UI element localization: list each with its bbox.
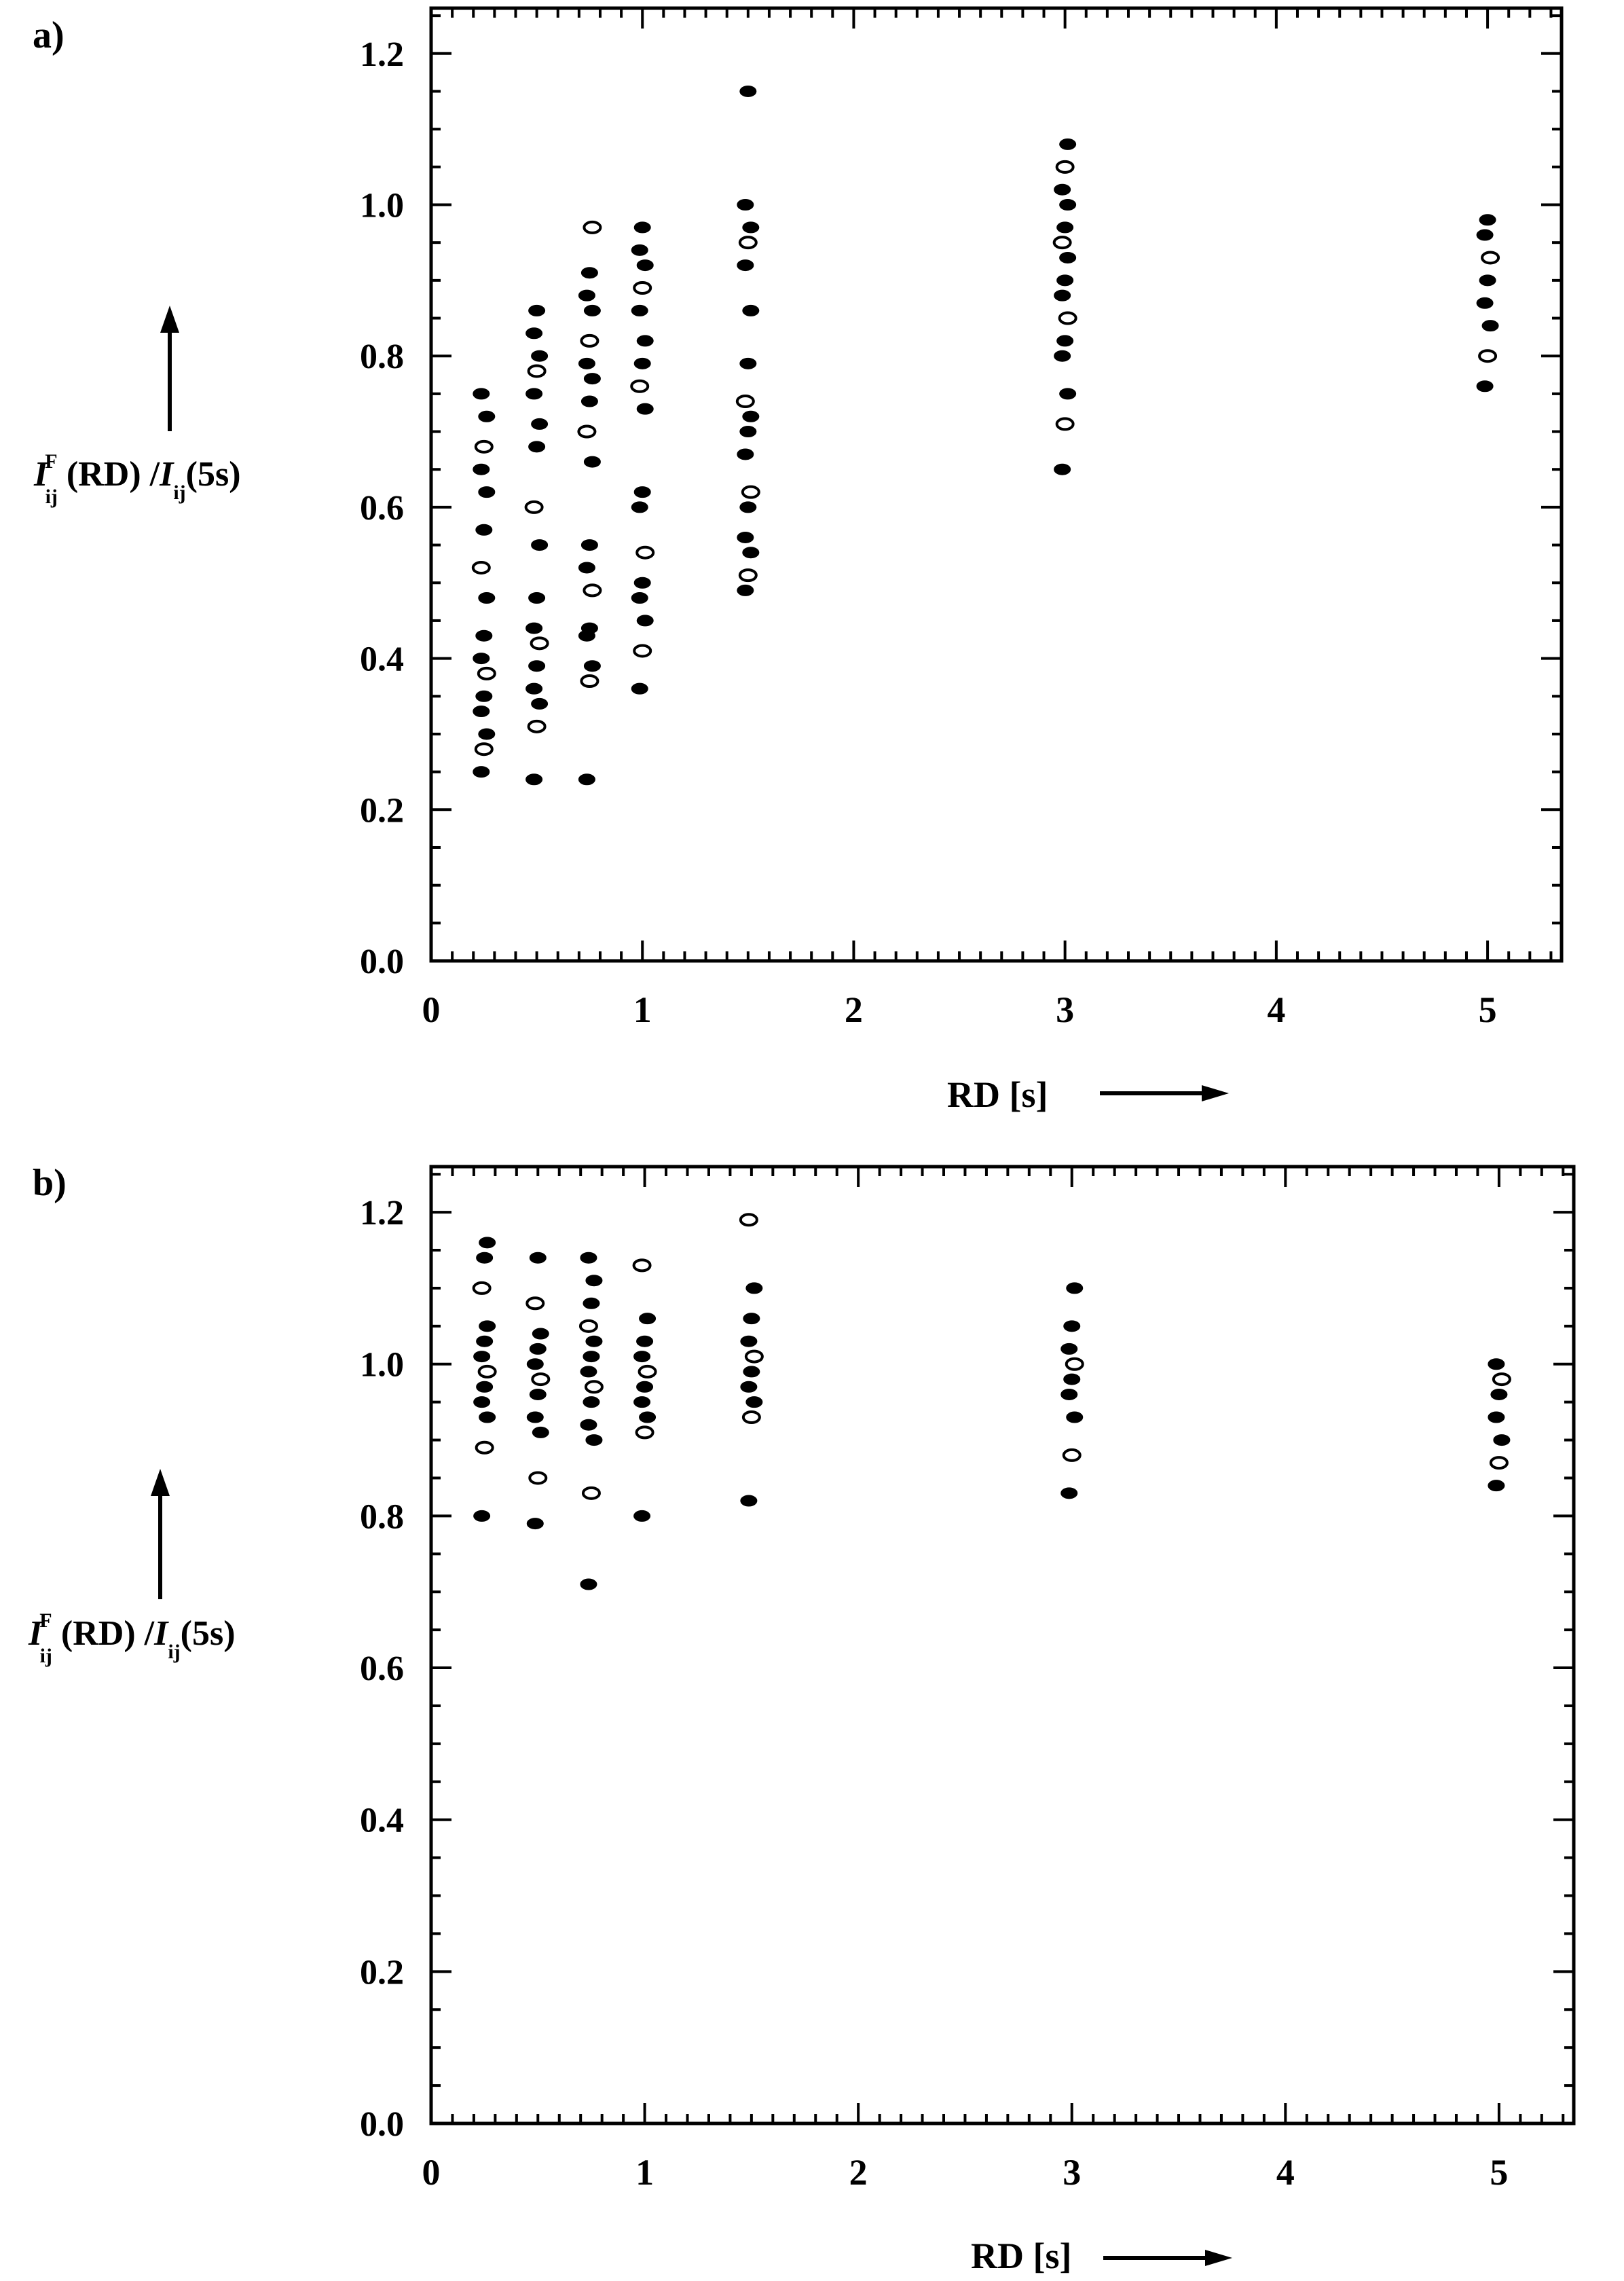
data-point: [1061, 1389, 1077, 1400]
data-point: [479, 593, 495, 604]
data-point: [527, 1359, 543, 1370]
x-axis-label: RD [s]: [947, 1074, 1048, 1115]
x-tick-label: 3: [1063, 2152, 1082, 2193]
plot-frame: [431, 1167, 1574, 2123]
data-point: [737, 396, 754, 407]
data-point: [743, 305, 759, 316]
data-point: [741, 1495, 757, 1506]
data-point: [740, 86, 756, 96]
y-axis-arrowhead: [151, 1469, 170, 1496]
x-tick-label: 0: [422, 989, 441, 1030]
data-point: [529, 593, 545, 604]
data-point: [526, 774, 542, 785]
data-point: [1488, 1412, 1505, 1423]
chart-panel-a: [33, 8, 1562, 1115]
data-point: [743, 411, 759, 422]
data-point: [586, 1336, 602, 1347]
data-point: [637, 1336, 653, 1347]
data-point: [737, 449, 754, 460]
data-point: [1067, 1283, 1083, 1294]
data-point: [1061, 1488, 1077, 1499]
data-point: [743, 1366, 760, 1377]
data-point: [578, 290, 595, 301]
data-point: [527, 1412, 543, 1423]
data-point: [746, 1283, 762, 1294]
data-point: [473, 706, 490, 717]
data-point: [1060, 388, 1076, 399]
data-point: [1057, 275, 1073, 286]
data-point: [580, 1252, 597, 1263]
y-tick-label: 0.6: [360, 1649, 404, 1689]
data-point: [530, 1389, 546, 1400]
data-point: [1488, 1359, 1505, 1370]
data-point: [532, 1374, 549, 1385]
data-point: [1060, 200, 1076, 211]
data-point: [578, 774, 595, 785]
data-point: [640, 1412, 656, 1423]
data-point: [477, 1252, 493, 1263]
x-axis-arrowhead: [1205, 2250, 1232, 2266]
y-tick-label: 0.0: [360, 2105, 404, 2144]
x-tick-label: 4: [1267, 989, 1286, 1030]
data-point: [740, 502, 756, 513]
y-tick-label: 1.0: [360, 186, 404, 225]
data-point: [583, 1298, 599, 1309]
data-point: [634, 1260, 650, 1271]
data-point: [1477, 230, 1493, 240]
data-point: [1488, 1480, 1505, 1491]
y-tick-label: 0.6: [360, 488, 404, 528]
x-tick-label: 2: [849, 2152, 868, 2193]
data-point: [634, 222, 650, 233]
data-point: [637, 1427, 653, 1438]
data-point: [634, 358, 650, 369]
y-axis-label: IF ij (RD) $/I_{ij}(5s)$: [29, 1609, 236, 1667]
data-point: [737, 532, 754, 543]
data-point: [1064, 1450, 1080, 1461]
data-point: [474, 1397, 490, 1408]
y-tick-label: 1.2: [360, 1194, 404, 1233]
data-point: [1494, 1435, 1510, 1446]
data-point: [580, 1579, 597, 1590]
x-tick-label: 0: [422, 2152, 441, 2193]
data-point: [473, 562, 490, 573]
data-point: [532, 350, 548, 361]
y-axis-label: IF ij (RD) $/I_{ij}(5s)$: [34, 450, 241, 508]
panel-label: a): [33, 14, 64, 56]
data-point: [581, 396, 597, 407]
data-point: [743, 1412, 760, 1423]
data-point: [631, 683, 648, 694]
y-tick-label: 0.2: [360, 1953, 404, 1992]
data-point: [479, 1237, 496, 1248]
data-point: [1061, 1343, 1077, 1354]
data-point: [1477, 297, 1493, 308]
data-point: [580, 1366, 597, 1377]
data-point: [631, 244, 648, 255]
data-point: [583, 1488, 599, 1499]
data-point: [743, 547, 759, 558]
data-point: [740, 426, 756, 437]
data-point: [477, 1381, 493, 1392]
data-point: [1054, 237, 1071, 248]
data-point: [477, 1442, 493, 1453]
data-point: [1057, 335, 1073, 346]
data-point: [737, 260, 754, 271]
data-point: [637, 335, 653, 346]
data-point: [740, 570, 756, 581]
data-point: [1067, 1412, 1083, 1423]
data-point: [741, 1381, 757, 1392]
y-tick-label: 1.2: [360, 35, 404, 74]
data-point: [479, 487, 495, 498]
data-point: [526, 623, 542, 634]
data-point: [526, 502, 542, 513]
data-point: [530, 1343, 546, 1354]
data-point: [1491, 1457, 1507, 1468]
y-tick-label: 0.8: [360, 1497, 404, 1537]
data-point: [1057, 418, 1073, 429]
data-point: [473, 767, 490, 778]
data-point: [743, 1313, 760, 1324]
data-point: [477, 1336, 493, 1347]
data-point: [1064, 1374, 1080, 1385]
data-point: [1057, 222, 1073, 233]
data-point: [583, 1397, 599, 1408]
data-point: [474, 1510, 490, 1521]
data-point: [584, 305, 600, 316]
y-tick-label: 0.0: [360, 943, 404, 981]
data-point: [474, 1283, 490, 1294]
data-point: [1064, 1321, 1080, 1332]
data-point: [631, 593, 648, 604]
data-point: [1060, 313, 1076, 324]
data-point: [479, 668, 495, 679]
data-point: [479, 411, 495, 422]
data-point: [1491, 1389, 1507, 1400]
data-point: [584, 373, 600, 384]
data-point: [476, 630, 492, 641]
data-point: [637, 615, 653, 626]
data-point: [634, 1397, 650, 1408]
data-point: [634, 487, 650, 498]
data-point: [1479, 215, 1496, 225]
x-tick-label: 1: [635, 2152, 654, 2193]
y-tick-label: 1.0: [360, 1345, 404, 1385]
data-point: [1057, 162, 1073, 172]
data-point: [634, 282, 650, 293]
data-point: [529, 661, 545, 672]
data-point: [479, 1366, 496, 1377]
data-point: [529, 305, 545, 316]
y-tick-label: 0.8: [360, 337, 404, 377]
data-point: [1067, 1359, 1083, 1370]
data-point: [581, 335, 597, 346]
data-point: [473, 388, 490, 399]
data-point: [640, 1366, 656, 1377]
x-axis-arrowhead: [1202, 1085, 1229, 1101]
data-point: [1054, 290, 1071, 301]
data-point: [581, 676, 597, 687]
data-point: [526, 683, 542, 694]
data-point: [746, 1397, 762, 1408]
data-point: [479, 729, 495, 740]
data-point: [634, 645, 650, 656]
data-point: [1482, 321, 1498, 331]
data-point: [631, 381, 648, 392]
data-point: [1060, 252, 1076, 263]
data-point: [476, 441, 492, 452]
data-point: [473, 653, 490, 664]
data-point: [737, 585, 754, 596]
data-point: [578, 358, 595, 369]
data-point: [580, 1321, 597, 1332]
data-point: [532, 540, 548, 551]
data-point: [479, 1321, 496, 1332]
data-point: [532, 638, 548, 649]
data-point: [1494, 1374, 1510, 1385]
data-point: [479, 1412, 496, 1423]
data-point: [737, 200, 754, 211]
data-point: [476, 691, 492, 701]
data-point: [526, 328, 542, 339]
data-point: [476, 524, 492, 535]
data-point: [637, 1381, 653, 1392]
data-point: [578, 562, 595, 573]
data-point: [637, 547, 653, 558]
x-axis-label: RD [s]: [971, 2236, 1072, 2276]
data-point: [529, 441, 545, 452]
data-point: [581, 540, 597, 551]
data-point: [530, 1472, 546, 1483]
data-point: [637, 403, 653, 414]
data-point: [743, 487, 759, 498]
data-point: [581, 268, 597, 278]
data-point: [740, 358, 756, 369]
data-point: [583, 1351, 599, 1362]
y-axis-arrowhead: [160, 306, 179, 333]
data-point: [532, 1328, 549, 1339]
data-point: [1479, 275, 1496, 286]
data-point: [1054, 464, 1071, 475]
data-point: [586, 1381, 602, 1392]
data-point: [631, 502, 648, 513]
data-point: [530, 1252, 546, 1263]
data-point: [1054, 350, 1071, 361]
y-tick-label: 0.4: [360, 640, 404, 679]
data-point: [578, 426, 595, 437]
x-tick-label: 5: [1478, 989, 1497, 1030]
data-point: [634, 1510, 650, 1521]
data-point: [743, 222, 759, 233]
data-point: [584, 585, 600, 596]
data-point: [1479, 350, 1496, 361]
chart-panel-b: [28, 1162, 1574, 2276]
data-point: [746, 1351, 762, 1362]
data-point: [584, 456, 600, 467]
x-tick-label: 1: [633, 989, 652, 1030]
data-point: [584, 661, 600, 672]
data-point: [529, 721, 545, 732]
data-point: [532, 418, 548, 429]
data-point: [634, 577, 650, 588]
data-point: [1060, 139, 1076, 149]
data-point: [634, 1351, 650, 1362]
plot-frame: [431, 8, 1562, 961]
data-point: [740, 237, 756, 248]
data-point: [640, 1313, 656, 1324]
data-point: [532, 698, 548, 709]
data-point: [581, 623, 597, 634]
data-point: [584, 222, 600, 233]
data-point: [474, 1351, 490, 1362]
data-point: [476, 744, 492, 754]
data-point: [741, 1336, 757, 1347]
x-tick-label: 4: [1276, 2152, 1295, 2193]
y-tick-label: 0.2: [360, 791, 404, 831]
data-point: [527, 1518, 543, 1529]
data-point: [532, 1427, 549, 1438]
data-point: [1054, 184, 1071, 195]
data-point: [637, 260, 653, 271]
data-point: [526, 388, 542, 399]
x-tick-label: 3: [1056, 989, 1075, 1030]
data-point: [586, 1435, 602, 1446]
x-tick-label: 2: [844, 989, 863, 1030]
x-tick-label: 5: [1490, 2152, 1509, 2193]
y-tick-label: 0.4: [360, 1801, 404, 1840]
data-point: [586, 1275, 602, 1286]
data-point: [529, 365, 545, 376]
data-point: [741, 1214, 757, 1225]
panel-label: b): [33, 1162, 67, 1204]
data-point: [1477, 381, 1493, 392]
data-point: [473, 464, 490, 475]
data-point: [580, 1419, 597, 1430]
data-point: [527, 1298, 543, 1309]
data-point: [1482, 252, 1498, 263]
data-point: [631, 305, 648, 316]
